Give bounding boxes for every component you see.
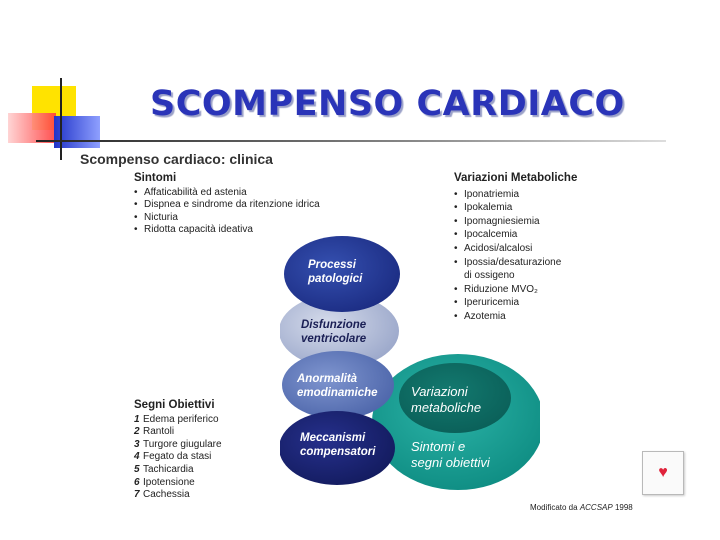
list-item: • Ridotta capacità ideativa bbox=[134, 224, 253, 236]
source-credit: Modificato da ACCSAP 1998 bbox=[530, 503, 633, 512]
label-processi-patologici: Processi patologici bbox=[308, 259, 363, 285]
list-item: • Ipossia/desaturazione bbox=[454, 256, 562, 268]
list-item: • Ipomagniesiemia bbox=[454, 215, 540, 227]
list-item: 5 Tachicardia bbox=[134, 463, 194, 475]
list-item: 1 Edema periferico bbox=[134, 413, 219, 425]
label-disfunzione-ventricolare: Disfunzione ventricolare bbox=[301, 319, 367, 345]
list-item: 4 Fegato da stasi bbox=[134, 451, 212, 463]
label-sintomi-segni-obiettivi: Sintomi e segni obiettivi bbox=[411, 439, 490, 470]
list-item: di ossigeno bbox=[464, 270, 515, 282]
ellipse-diagram bbox=[280, 228, 540, 498]
list-item: • Azotemia bbox=[454, 310, 506, 322]
list-item: • Iperuricemia bbox=[454, 297, 520, 309]
decor-vertical-line bbox=[60, 78, 62, 160]
list-item: • Riduzione MVO₂ bbox=[454, 283, 538, 295]
label-meccanismi-compensatori: Meccanismi compensatori bbox=[300, 432, 376, 458]
list-item: • Iponatriemia bbox=[454, 188, 520, 200]
list-item: 3 Turgore giugulare bbox=[134, 438, 222, 450]
variazioni-heading: Variazioni Metaboliche bbox=[454, 172, 578, 184]
heart-icon: ♥ bbox=[658, 464, 668, 481]
list-item: 6 Ipotensione bbox=[134, 476, 195, 488]
list-item: • Ipocalcemia bbox=[454, 229, 518, 241]
decor-horizontal-line bbox=[36, 140, 666, 142]
heart-action-button[interactable] bbox=[642, 451, 684, 495]
list-item: • Ipokalemia bbox=[454, 202, 513, 214]
segni-obiettivi-block bbox=[134, 399, 222, 502]
label-variazioni-metaboliche: Variazioni metaboliche bbox=[411, 384, 482, 415]
list-item: 2 Rantoli bbox=[134, 426, 175, 438]
list-item: • Affaticabilità ed astenia bbox=[134, 186, 247, 198]
sintomi-heading: Sintomi bbox=[134, 172, 177, 184]
decor-red-block bbox=[8, 113, 56, 143]
segni-heading: Segni Obiettivi bbox=[134, 399, 215, 411]
figure-title: Scompenso cardiaco: clinica bbox=[80, 151, 273, 167]
list-item: • Dispnea e sindrome da ritenzione idrica bbox=[134, 199, 320, 211]
list-item: • Acidosi/alcalosi bbox=[454, 242, 533, 254]
label-anormalita-emodinamiche: Anormalità emodinamiche bbox=[297, 373, 378, 399]
list-item: • Nicturia bbox=[134, 211, 178, 223]
list-item: 7 Cachessia bbox=[134, 489, 190, 501]
slide-title: SCOMPENSO CARDIACO bbox=[150, 84, 625, 124]
